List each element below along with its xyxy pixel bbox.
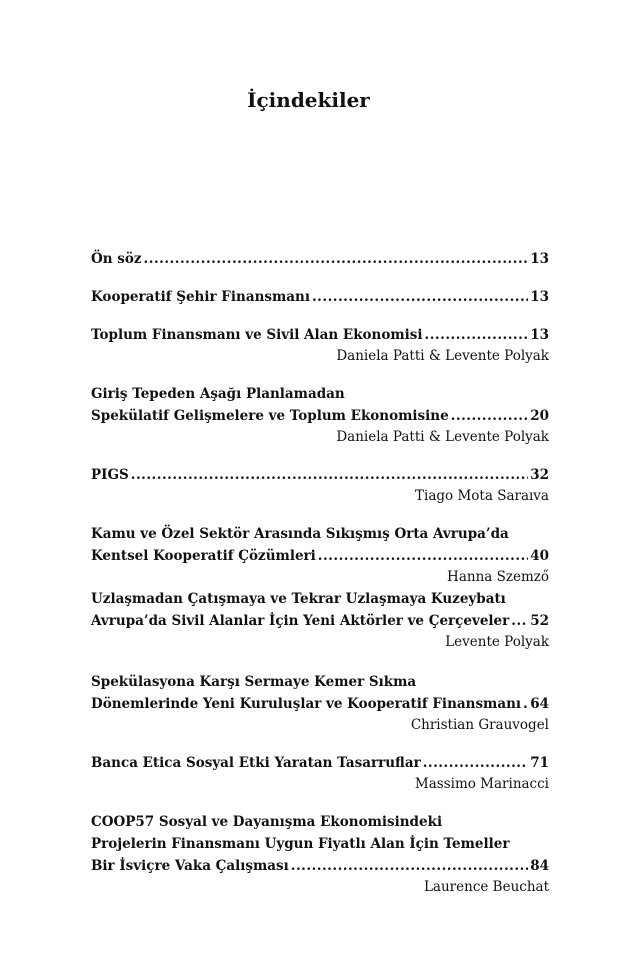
entry-author: Tiago Mota Saraıva — [415, 488, 549, 504]
dot-leader — [318, 545, 528, 567]
entry-title-line — [91, 248, 549, 270]
page-number: 13 — [530, 289, 549, 305]
page-number: 20 — [530, 408, 549, 424]
entry-title-line — [91, 588, 549, 610]
page-number: 52 — [530, 613, 549, 629]
entry-title: Uzlaşmadan Çatışmaya ve Tekrar Uzlaşmaya Kuzeybatı — [91, 591, 506, 607]
dot-leader — [451, 405, 529, 427]
page-number: 13 — [530, 251, 549, 267]
toc-entry[interactable] — [91, 383, 549, 448]
entry-title-line — [91, 833, 549, 855]
dot-leader — [291, 855, 528, 877]
toc-entry[interactable] — [91, 588, 549, 653]
entry-title-line — [91, 752, 549, 774]
dot-leader — [523, 693, 528, 715]
entry-author: Christian Grauvogel — [410, 717, 549, 733]
entry-title: Spekülatif Gelişmelere ve Toplum Ekonomisine — [91, 408, 449, 424]
entry-title: COOP57 Sosyal ve Dayanışma Ekonomisindeki — [91, 814, 443, 830]
entry-title: Banca Etica Sosyal Etki Yaratan Tasarruflar — [91, 755, 421, 771]
entry-title-line — [91, 693, 549, 715]
toc-entry[interactable] — [91, 752, 549, 795]
entry-author: Laurence Beuchat — [423, 879, 549, 895]
entry-title: Giriş Tepeden Aşağı Planlamadan — [91, 386, 345, 402]
page-number: 71 — [530, 755, 549, 771]
toc-entry[interactable] — [91, 324, 549, 367]
entry-author: Hanna Szemző — [447, 569, 549, 585]
dot-leader — [423, 752, 529, 774]
toc-entry[interactable] — [91, 523, 549, 588]
entry-title-line — [91, 610, 549, 632]
page-number: 64 — [530, 696, 549, 712]
toc-entry[interactable] — [91, 248, 549, 270]
entry-title: Spekülasyona Karşı Sermaye Kemer Sıkma — [91, 674, 417, 690]
entry-author: Daniela Patti & Levente Polyak — [336, 348, 549, 364]
entry-title-line — [91, 855, 549, 877]
entry-title-line — [91, 671, 549, 693]
table-of-contents — [91, 248, 549, 898]
toc-entry[interactable] — [91, 811, 549, 898]
entry-title-line — [91, 324, 549, 346]
entry-title-line — [91, 286, 549, 308]
entry-title: PIGS — [91, 467, 129, 483]
dot-leader — [511, 610, 528, 632]
page-number: 84 — [530, 858, 549, 874]
page-title: İçindekiler — [247, 88, 370, 112]
entry-title: Ön söz — [91, 251, 142, 267]
page-number: 40 — [530, 548, 549, 564]
dot-leader — [312, 286, 528, 308]
entry-title-line — [91, 523, 549, 545]
toc-entry[interactable] — [91, 286, 549, 308]
entry-title-line — [91, 405, 549, 427]
entry-title-line — [91, 464, 549, 486]
toc-entry[interactable] — [91, 671, 549, 736]
dot-leader — [425, 324, 529, 346]
entry-title-line — [91, 383, 549, 405]
page-number: 32 — [530, 467, 549, 483]
page-number: 13 — [530, 327, 549, 343]
entry-title: Dönemlerinde Yeni Kuruluşlar ve Kooperatif Finansmanı — [91, 696, 522, 712]
entry-title: Kentsel Kooperatif Çözümleri — [91, 548, 316, 564]
entry-title: Projelerin Finansmanı Uygun Fiyatlı Alan İçin Temeller — [91, 836, 510, 852]
entry-title: Avrupa’da Sivil Alanlar İçin Yeni Aktörler ve Çerçeveler — [91, 613, 510, 629]
entry-author: Levente Polyak — [445, 634, 549, 650]
dot-leader — [131, 464, 528, 486]
entry-author: Massimo Marinacci — [414, 776, 549, 792]
dot-leader — [144, 248, 529, 270]
toc-entry[interactable] — [91, 464, 549, 507]
entry-title-line — [91, 811, 549, 833]
entry-title-line — [91, 545, 549, 567]
entry-title: Bir İsviçre Vaka Çalışması — [91, 858, 289, 874]
entry-author: Daniela Patti & Levente Polyak — [336, 429, 549, 445]
entry-title: Kooperatif Şehir Finansmanı — [91, 289, 310, 305]
entry-title: Kamu ve Özel Sektör Arasında Sıkışmış Orta Avrupa’da — [91, 526, 509, 542]
entry-title: Toplum Finansmanı ve Sivil Alan Ekonomisi — [91, 327, 423, 343]
